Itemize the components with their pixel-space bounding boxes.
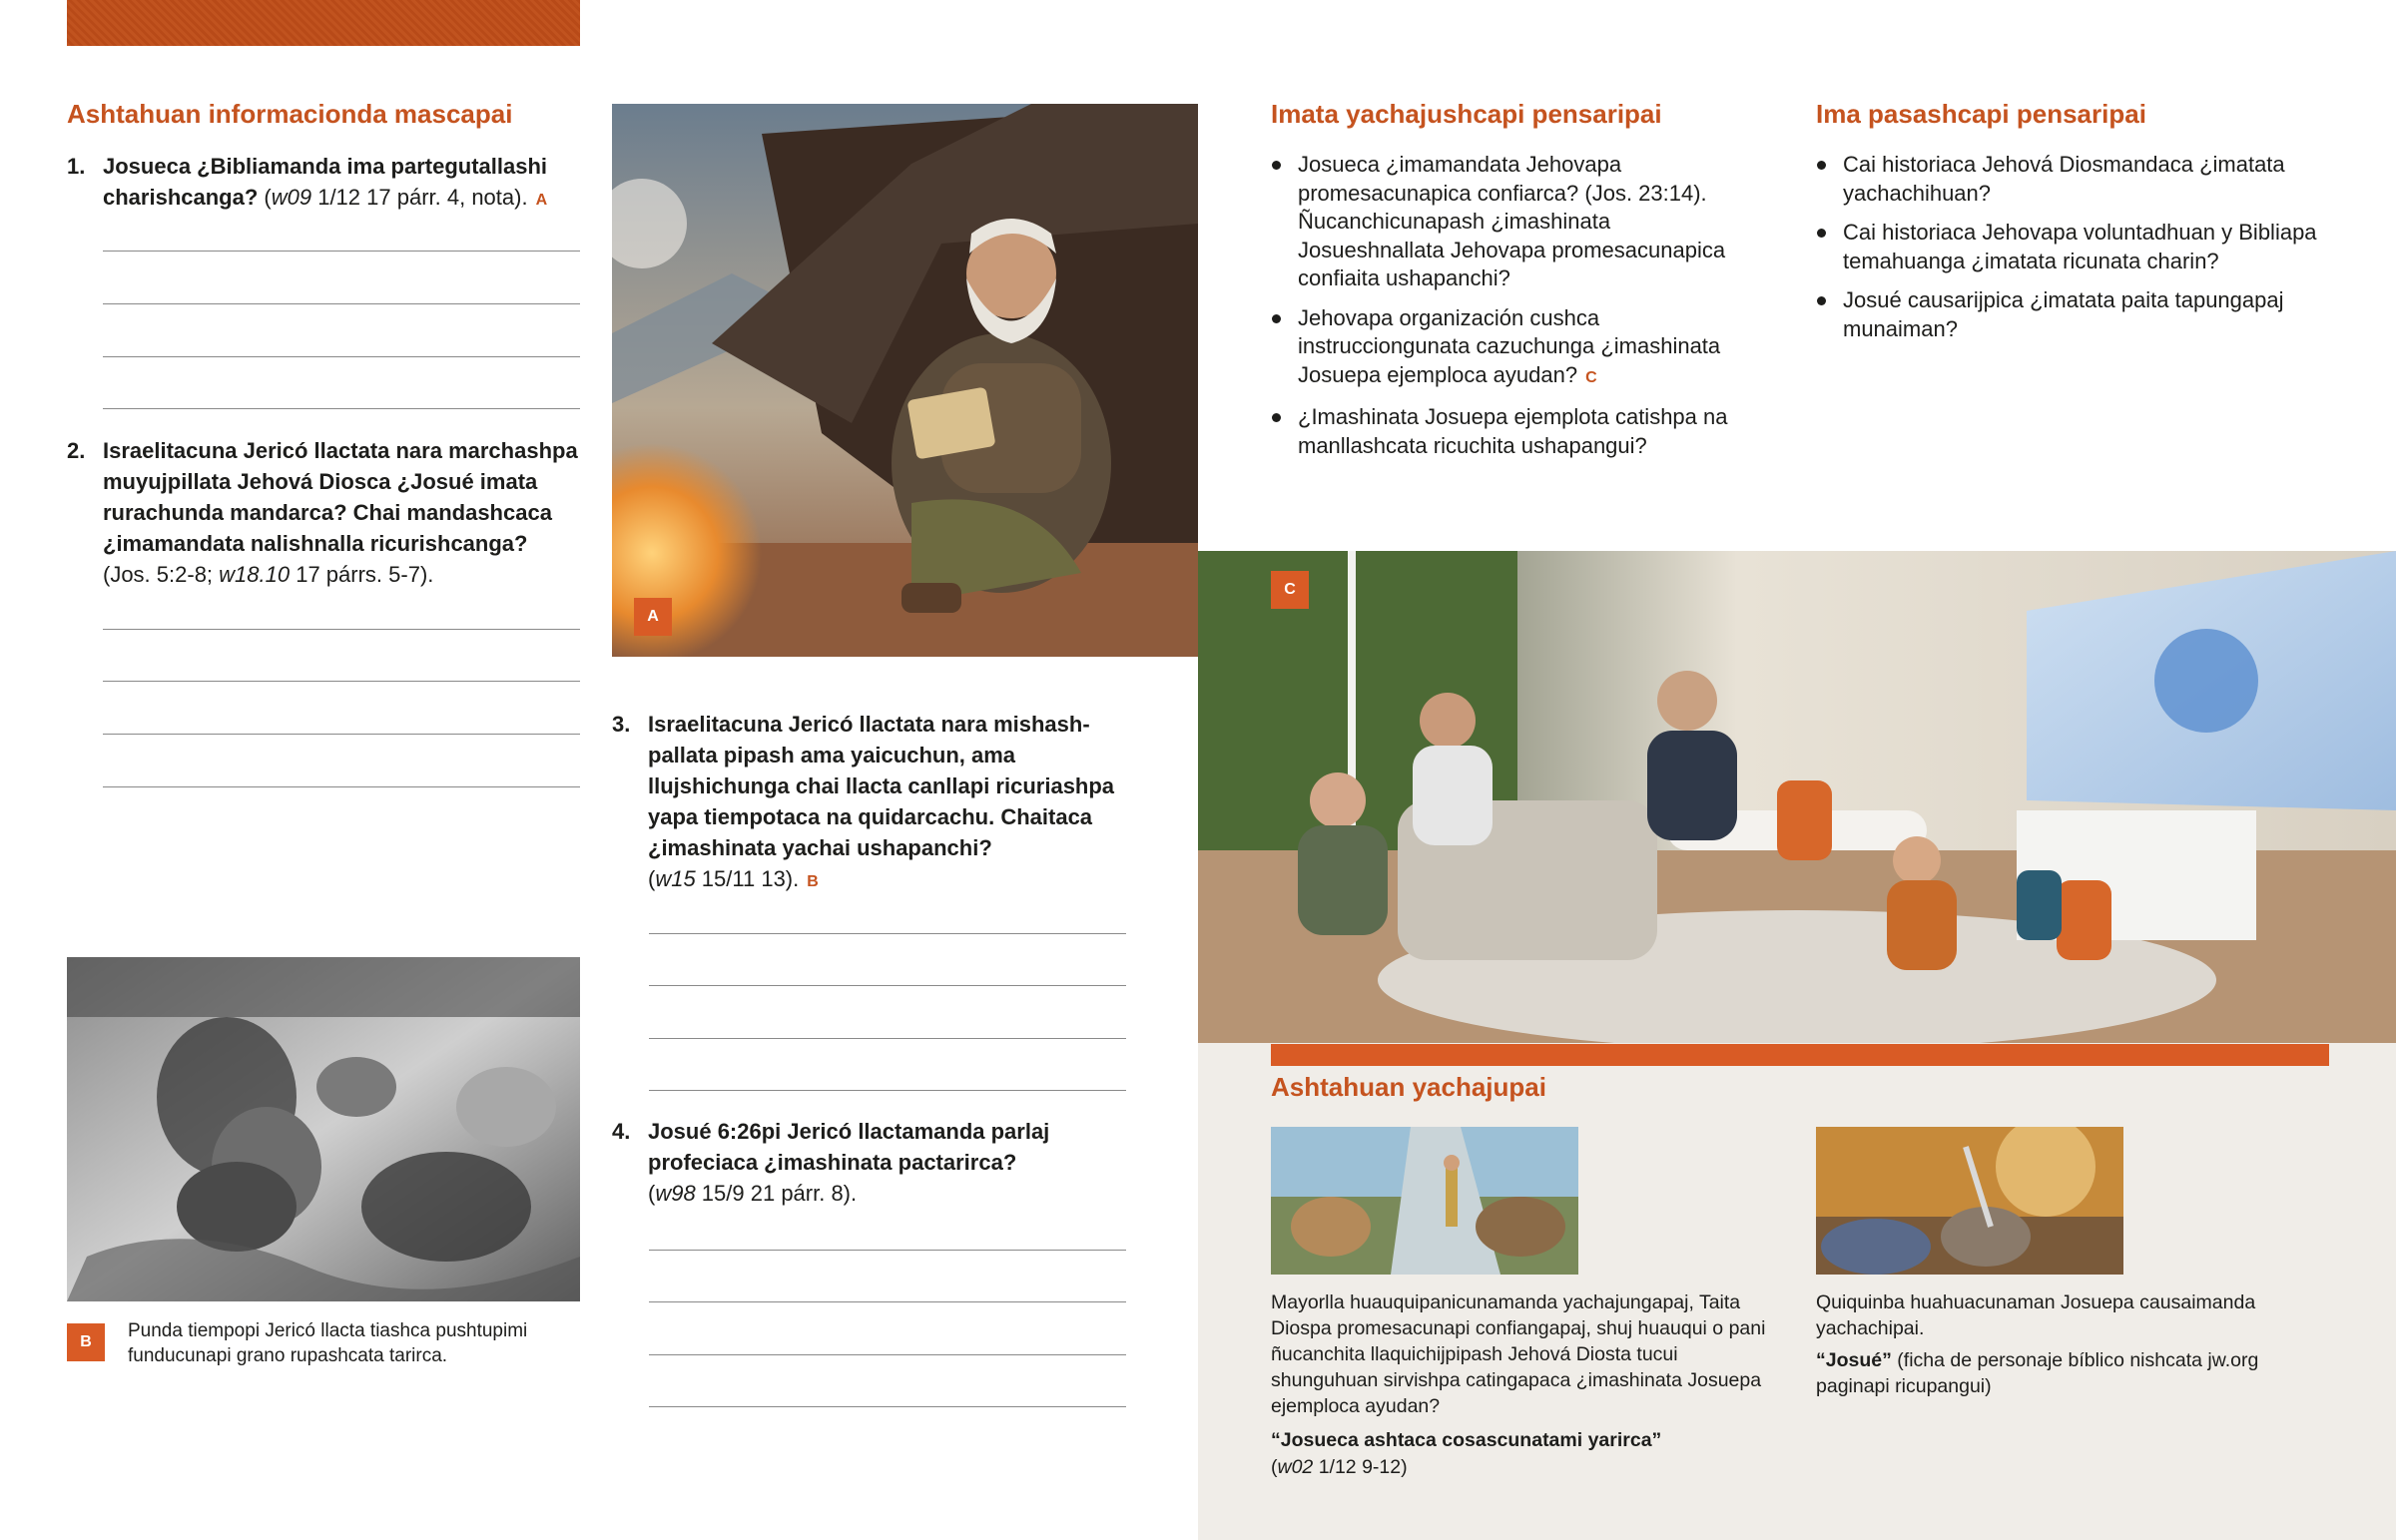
photo-family-preparation bbox=[1198, 551, 2396, 1043]
answer-line[interactable] bbox=[649, 1301, 1126, 1302]
question-4-pub: w98 bbox=[655, 1181, 696, 1206]
answer-line[interactable] bbox=[649, 1406, 1126, 1407]
answer-line[interactable] bbox=[103, 303, 580, 304]
panel-accent-bar bbox=[1271, 1044, 2329, 1066]
more-learning-left-ref: (w02 1/12 9-12) bbox=[1271, 1456, 1408, 1478]
question-2: 2. Israelitacuna Jericó llactata nara marchashpa muyujpillata Jehová Diosca ¿Josué imata rurachunda mandarca? Chai mandashcaca ¿imamandata nalishnalla ricurishcanga? (Jos. 5:2-8; w18.10 17 párrs. 5-7). bbox=[67, 435, 586, 590]
question-2-text: Israelitacuna Jericó llactata nara marchashpa muyujpillata Jehová Diosca ¿Josué imata rurachunda mandarca? Chai mandashcaca ¿imamandata nalishnalla ricurishcanga? bbox=[103, 438, 578, 556]
answer-line[interactable] bbox=[103, 786, 580, 787]
photo-b-caption: Punda tiempopi Jericó llacta tiashca pushtupimi funducunapi grano rupashcata tarirca. bbox=[128, 1320, 528, 1366]
more-learning-right-text: Quiquinba huahuacunaman Josuepa causaimanda yachachipai. bbox=[1816, 1291, 2256, 1339]
photo-b-tag: B bbox=[67, 1323, 105, 1361]
section-heading-more-learning: Ashtahuan yachajupai bbox=[1271, 1072, 1546, 1102]
photo-joshua-reading bbox=[612, 104, 1198, 657]
question-3-text: Israelitacuna Jericó llactata nara mishashpallata pipash ama yaicuchun, ama llujshichunga chai llacta canllapi ricuriashpa yapa tiempotaca na quidarcachu. Chaitaca ¿imashinata yachai ushapanchi? bbox=[648, 712, 1115, 860]
question-1-image-mark: A bbox=[535, 192, 548, 209]
question-4-text: Josué 6:26pi Jericó llactamanda parlaj profeciaca ¿imashinata pactarirca? bbox=[648, 1119, 1050, 1175]
answer-line[interactable] bbox=[103, 251, 580, 252]
answer-line[interactable] bbox=[649, 1090, 1126, 1091]
learn-item: ¿Imashinata Josuepa ejemplota catishpa na manllashcata ricuchita ushapangui? bbox=[1271, 403, 1760, 460]
reflect-item: Cai historiaca Jehovapa voluntadhuan y Bibliapa temahuanga ¿imatata ricunata charin? bbox=[1816, 219, 2325, 275]
answer-line[interactable] bbox=[103, 356, 580, 357]
section-heading-learn: Imata yachajushcapi pensaripai bbox=[1271, 99, 1662, 129]
answer-line[interactable] bbox=[649, 1250, 1126, 1251]
answer-line[interactable] bbox=[103, 681, 580, 682]
learn-item: Jehovapa organización cushca instrucciongunata cazuchunga ¿imashinata Josuepa ejemploca ayudan? C bbox=[1271, 304, 1760, 393]
question-2-pub: w18.10 bbox=[219, 562, 291, 587]
learn-item: Josueca ¿imamandata Jehovapa promesacunapica confiarca? (Jos. 23:14). Ñucanchicunapash ¿imashinata Josueshnallata Jehovapa promesacunapica confiaita ushapanchi? bbox=[1271, 151, 1760, 293]
reflect-list bbox=[1816, 151, 2325, 354]
question-1-number: 1. bbox=[67, 154, 86, 179]
section-heading-reflect: Ima pasashcapi pensaripai bbox=[1816, 99, 2146, 129]
question-3-image-mark: B bbox=[807, 873, 819, 890]
question-3-number: 3. bbox=[612, 712, 631, 737]
answer-line[interactable] bbox=[103, 629, 580, 630]
photo-a-tag: A bbox=[634, 598, 672, 636]
question-3-pub: w15 bbox=[655, 866, 696, 891]
photo-jericho-jars bbox=[67, 957, 580, 1301]
learn-list bbox=[1271, 151, 1760, 471]
section-heading-more-info: Ashtahuan informacionda mascapai bbox=[67, 99, 513, 129]
more-learning-right-title[interactable]: “Josué” bbox=[1816, 1349, 1892, 1371]
thumbnail-priests-jordan[interactable] bbox=[1271, 1127, 1578, 1275]
more-learning-left-text: Mayorlla huauquipanicunamanda yachajungapaj, Taita Diospa promesacunapi confiangapaj, shuj huauqui o pani ñucanchita llaquichijpipash Jehová Diosta tucui shunguhuan sirvishpa catingapaca ¿imashinata Josuepa ejemploca ayudan? bbox=[1271, 1291, 1766, 1417]
question-1-text: Josueca ¿Bibliamanda ima partegutallashi charishcanga? bbox=[103, 154, 548, 210]
question-4-number: 4. bbox=[612, 1119, 631, 1144]
reflect-item: Josué causarijpica ¿imatata paita tapungapaj munaiman? bbox=[1816, 286, 2325, 343]
answer-line[interactable] bbox=[649, 933, 1126, 934]
question-1: 1. Josueca ¿Bibliamanda ima partegutallashi charishcanga? (w09 1/12 17 párr. 4, nota). A bbox=[67, 151, 586, 216]
question-4: 4. Josué 6:26pi Jericó llactamanda parlaj profeciaca ¿imashinata pactarirca? (w98 15/9 21 párr. 8). bbox=[612, 1116, 1131, 1209]
answer-line[interactable] bbox=[103, 734, 580, 735]
more-learning-left-pub: w02 bbox=[1277, 1456, 1314, 1478]
photo-c-tag: C bbox=[1271, 571, 1309, 609]
more-learning-right-ref: “Josué” (ficha de personaje bíblico nishcata jw.org paginapi ricupangui) bbox=[1816, 1349, 2259, 1397]
question-1-pub: w09 bbox=[271, 185, 312, 210]
answer-line[interactable] bbox=[649, 1038, 1126, 1039]
reflect-item: Cai historiaca Jehová Diosmandaca ¿imatata yachachihuan? bbox=[1816, 151, 2325, 208]
question-2-number: 2. bbox=[67, 438, 86, 463]
answer-line[interactable] bbox=[649, 1354, 1126, 1355]
more-learning-left-title[interactable]: “Josueca ashtaca cosascunatami yarirca” bbox=[1271, 1429, 1662, 1451]
question-3: 3. Israelitacuna Jericó llactata nara mishashpallata pipash ama yaicuchun, ama llujshichunga chai llacta canllapi ricuriashpa yapa tiempotaca na quidarcachu. Chaitaca ¿imashinata yachai ushapanchi? (w15 15/11 13). B bbox=[612, 709, 1131, 897]
answer-line[interactable] bbox=[649, 985, 1126, 986]
answer-line[interactable] bbox=[103, 408, 580, 409]
learn-item-image-mark: C bbox=[1585, 368, 1597, 386]
thumbnail-jericho-battle[interactable] bbox=[1816, 1127, 2123, 1275]
decorative-header-strip bbox=[67, 0, 580, 46]
